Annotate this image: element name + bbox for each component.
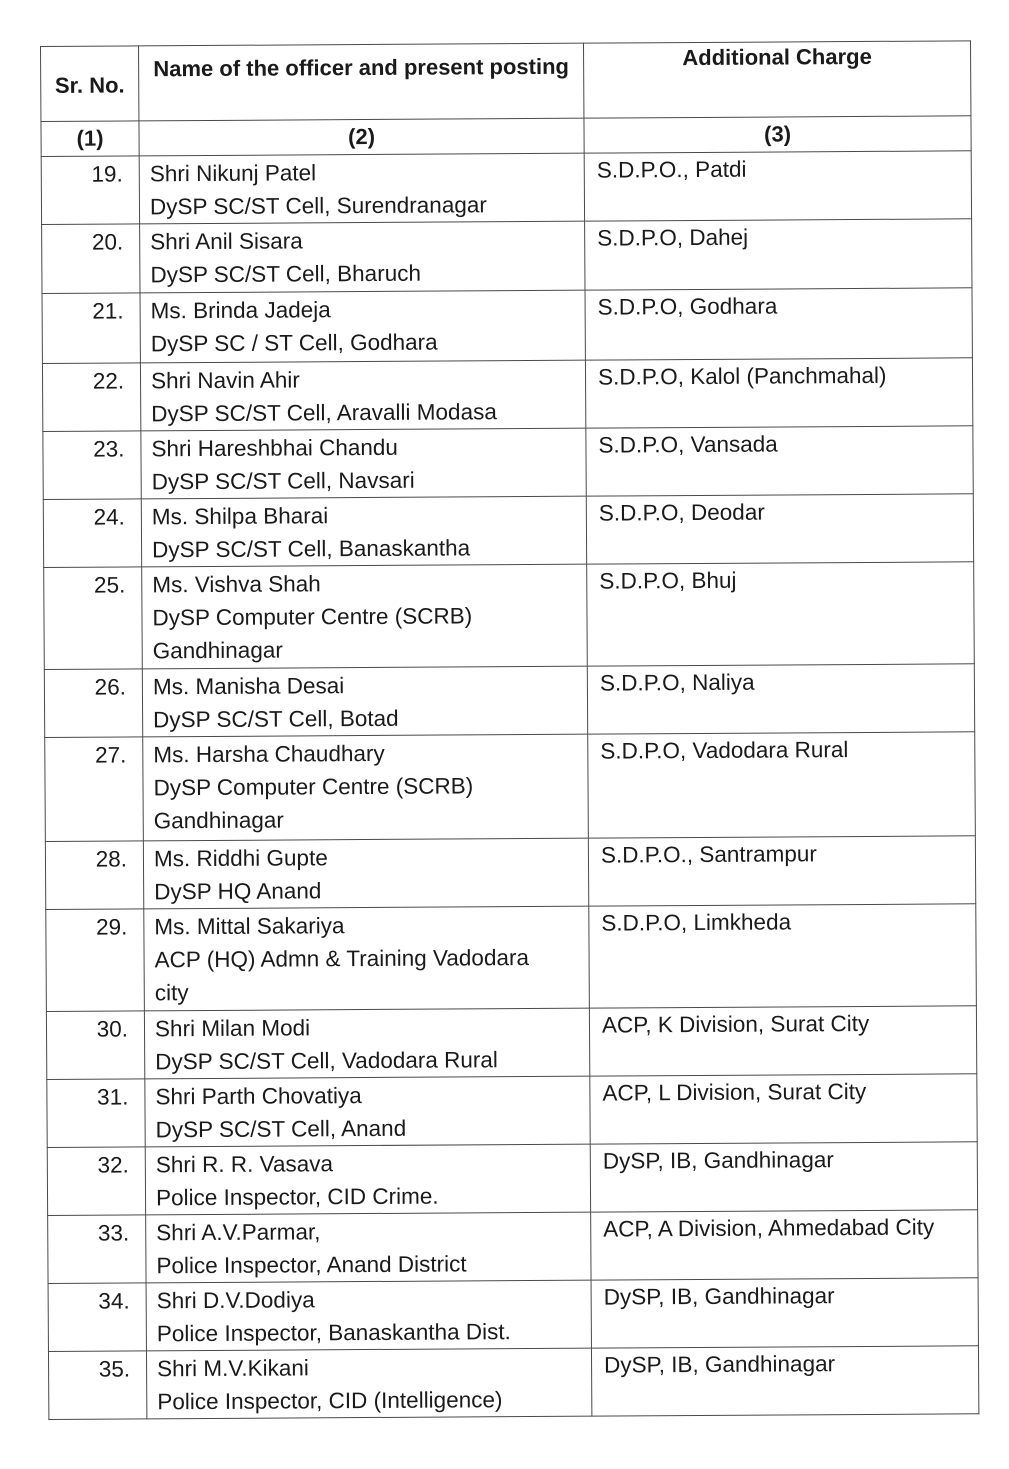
- table-row: [43, 494, 973, 568]
- row-sr-no: 30.: [46, 1011, 144, 1080]
- officer-posting: DySP SC / ST Cell, Godhara: [150, 329, 438, 357]
- row-additional-charge: DySP, IB, Gandhinagar: [591, 1278, 978, 1348]
- row-officer: [146, 1348, 591, 1419]
- officer-name: Shri Anil Sisara: [150, 228, 303, 255]
- officer-name: Ms. Mittal Sakariya: [154, 913, 345, 940]
- row-officer: [142, 666, 587, 737]
- officer-name: Ms. Shilpa Bharai: [151, 503, 329, 530]
- header-additional-charge: Additional Charge: [583, 41, 970, 118]
- row-additional-charge: S.D.P.O, Vansada: [586, 426, 973, 496]
- table-row: [45, 732, 976, 842]
- row-additional-charge: S.D.P.O, Limkheda: [589, 904, 977, 1008]
- officer-name: Shri D.V.Dodiya: [156, 1287, 315, 1314]
- row-sr-no: 32.: [47, 1147, 145, 1216]
- officer-posting: DySP HQ Anand: [154, 878, 322, 905]
- officer-posting: DySP SC/ST Cell, Aravalli Modasa: [151, 399, 497, 427]
- officer-name: Ms. Riddhi Gupte: [153, 845, 328, 872]
- row-additional-charge: ACP, L Division, Surat City: [590, 1074, 977, 1144]
- table-row: [42, 358, 972, 432]
- row-sr-no: 19.: [41, 156, 139, 225]
- officer-posting: DySP SC/ST Cell, Bharuch: [150, 260, 422, 288]
- officer-posting: ACP (HQ) Admn & Training Vadodara city: [154, 945, 530, 1006]
- row-additional-charge: ACP, K Division, Surat City: [589, 1006, 976, 1076]
- row-sr-no: 28.: [45, 841, 143, 910]
- row-sr-no: 22.: [42, 363, 140, 432]
- row-officer: [139, 153, 584, 224]
- row-officer: [146, 1280, 591, 1351]
- row-sr-no: 27.: [45, 737, 144, 842]
- row-sr-no: 23.: [43, 431, 141, 500]
- officer-name: Shri Milan Modi: [154, 1015, 311, 1042]
- officer-posting: DySP Computer Centre (SCRB) Gandhinagar: [152, 603, 473, 664]
- table-row: [44, 562, 975, 670]
- officer-name: Shri Parth Chovatiya: [155, 1083, 362, 1110]
- officer-posting: Police Inspector, Anand District: [156, 1251, 467, 1279]
- row-officer: [142, 564, 588, 669]
- row-officer: [144, 906, 590, 1011]
- row-sr-no: 35.: [48, 1351, 146, 1420]
- row-officer: [140, 290, 585, 363]
- officer-charge-table: [40, 40, 979, 1420]
- officer-name: Shri M.V.Kikani: [157, 1355, 309, 1382]
- row-sr-no: 21.: [42, 293, 140, 364]
- officer-posting: DySP SC/ST Cell, Vadodara Rural: [155, 1047, 498, 1075]
- officer-posting: Police Inspector, CID (Intelligence): [157, 1387, 503, 1415]
- officer-posting: DySP Computer Centre (SCRB) Gandhinagar: [153, 773, 474, 834]
- officer-name: Shri Hareshbhai Chandu: [151, 434, 398, 462]
- officer-name: Shri R. R. Vasava: [155, 1151, 334, 1178]
- table-row: [42, 219, 972, 294]
- table-row: [48, 1210, 978, 1284]
- table-header-row: [41, 41, 971, 122]
- table-row: [44, 664, 974, 738]
- row-officer: [144, 1008, 589, 1079]
- row-officer: [141, 428, 586, 499]
- row-additional-charge: DySP, IB, Gandhinagar: [591, 1346, 978, 1416]
- row-sr-no: 33.: [48, 1215, 146, 1284]
- row-sr-no: 29.: [46, 909, 145, 1012]
- table-row: [42, 288, 972, 364]
- row-officer: [146, 1212, 591, 1283]
- row-officer: [141, 496, 586, 567]
- row-additional-charge: S.D.P.O., Santrampur: [588, 836, 975, 906]
- table-row: [45, 836, 975, 910]
- officer-posting: DySP SC/ST Cell, Botad: [153, 705, 399, 733]
- officer-name: Shri Nikunj Patel: [149, 160, 317, 187]
- header-sr-no: Sr. No.: [41, 46, 139, 122]
- table-row: [46, 904, 977, 1012]
- header-officer: Name of the officer and present posting: [139, 43, 584, 121]
- document-page: [40, 40, 978, 1420]
- row-additional-charge: S.D.P.O, Kalol (Panchmahal): [585, 358, 972, 428]
- table-row: [47, 1142, 977, 1216]
- table-row: [48, 1346, 978, 1420]
- row-sr-no: 31.: [47, 1079, 145, 1148]
- officer-name: Shri A.V.Parmar,: [156, 1219, 321, 1246]
- column-number-row: [41, 116, 971, 157]
- row-additional-charge: S.D.P.O, Vadodara Rural: [588, 732, 976, 838]
- row-officer: [145, 1076, 590, 1147]
- row-additional-charge: DySP, IB, Gandhinagar: [590, 1142, 977, 1212]
- row-sr-no: 25.: [44, 567, 143, 670]
- row-sr-no: 24.: [43, 499, 141, 568]
- table-row: [48, 1278, 978, 1352]
- officer-name: Shri Navin Ahir: [150, 367, 300, 394]
- row-additional-charge: S.D.P.O, Dahej: [585, 219, 972, 290]
- table-row: [47, 1074, 977, 1148]
- officer-name: Ms. Vishva Shah: [152, 571, 321, 598]
- row-officer: [143, 838, 588, 909]
- row-additional-charge: S.D.P.O, Bhuj: [587, 562, 975, 666]
- row-additional-charge: S.D.P.O, Deodar: [586, 494, 973, 564]
- row-sr-no: 20.: [42, 224, 140, 294]
- row-officer: [140, 221, 585, 293]
- column-number-3: (3): [584, 116, 971, 153]
- officer-name: Ms. Manisha Desai: [152, 673, 345, 700]
- officer-name: Ms. Harsha Chaudhary: [153, 740, 385, 768]
- row-additional-charge: ACP, A Division, Ahmedabad City: [591, 1210, 978, 1280]
- row-additional-charge: S.D.P.O., Patdi: [584, 151, 971, 221]
- row-officer: [143, 734, 589, 841]
- row-additional-charge: S.D.P.O, Godhara: [585, 288, 972, 360]
- officer-posting: Police Inspector, CID Crime.: [155, 1183, 439, 1211]
- officer-posting: DySP SC/ST Cell, Anand: [155, 1115, 407, 1143]
- officer-posting: Police Inspector, Banaskantha Dist.: [156, 1319, 511, 1347]
- row-additional-charge: S.D.P.O, Naliya: [587, 664, 974, 734]
- officer-posting: DySP SC/ST Cell, Banaskantha: [152, 535, 471, 563]
- column-number-2: (2): [139, 118, 584, 156]
- row-officer: [140, 360, 585, 431]
- row-officer: [145, 1144, 590, 1215]
- officer-name: Ms. Brinda Jadeja: [150, 297, 331, 324]
- officer-posting: DySP SC/ST Cell, Navsari: [151, 467, 415, 495]
- row-sr-no: 34.: [48, 1283, 146, 1352]
- column-number-1: (1): [41, 121, 139, 157]
- table-row: [41, 151, 971, 225]
- row-sr-no: 26.: [44, 669, 142, 738]
- table-row: [43, 426, 973, 500]
- table-row: [46, 1006, 976, 1080]
- officer-posting: DySP SC/ST Cell, Surendranagar: [149, 192, 487, 220]
